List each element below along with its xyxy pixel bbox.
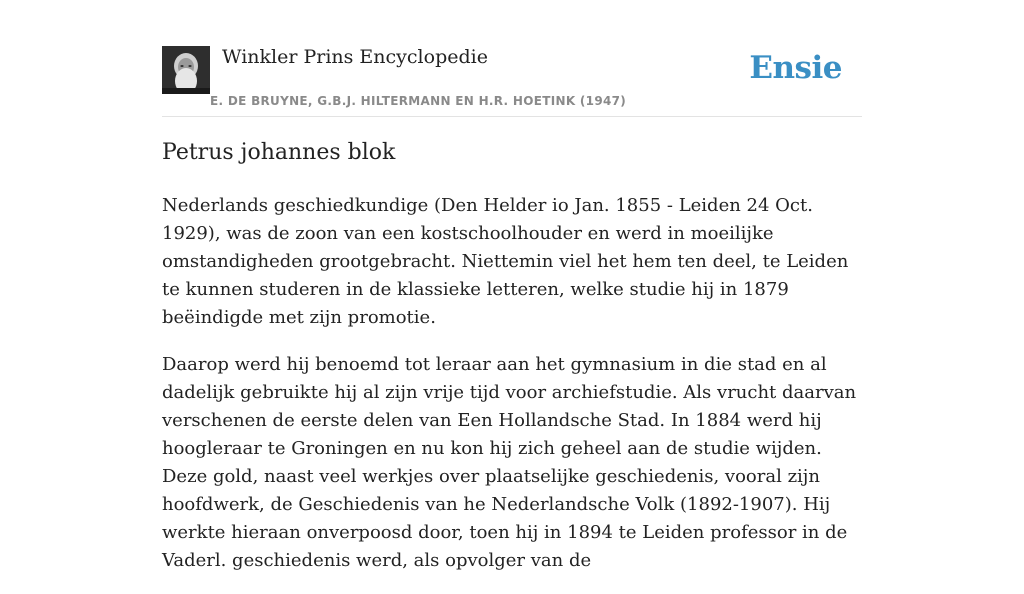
- source-authors: E. DE BRUYNE, G.B.J. HILTERMANN EN H.R. HOETINK (1947): [210, 94, 627, 108]
- source-header: [162, 0, 862, 117]
- article-title: Petrus johannes blok: [162, 140, 396, 165]
- article-paragraph: Daarop werd hij benoemd tot leraar aan het gymnasium in die stad en al dadelijk gebruikte hij al zijn vrije tijd voor archiefstudie. Als vrucht daarvan verschenen de eerste delen van Een Hollandsche Stad. In 1884 werd hij hoogleraar te Groningen en nu kon hij zich geheel aan de studie wijden. Deze gold, naast veel werkjes over plaatselijke geschiedenis, vooral zijn hoofdwerk, de Geschiedenis van he Nederlandsche Volk (1892-1907). Hij werkte hieraan onverpoosd door, toen hij in 1894 te Leiden professor in de Vaderl. geschiedenis werd, als opvolger van de: [162, 354, 857, 571]
- source-title[interactable]: Winkler Prins Encyclopedie: [222, 46, 488, 68]
- article-body: [162, 192, 862, 594]
- article-paragraph: Nederlands geschiedkundige (Den Helder io Jan. 1855 - Leiden 24 Oct. 1929), was de zoon van een kostschoolhouder en werd in moeilijke omstandigheden grootgebracht. Niettemin viel het hem ten deel, te Leiden te kunnen studeren in de klassieke letteren, welke studie hij in 1879 beëindigde met zijn promotie.: [162, 195, 849, 328]
- author-avatar: [162, 46, 210, 94]
- brand-logo[interactable]: Ensie: [749, 50, 842, 86]
